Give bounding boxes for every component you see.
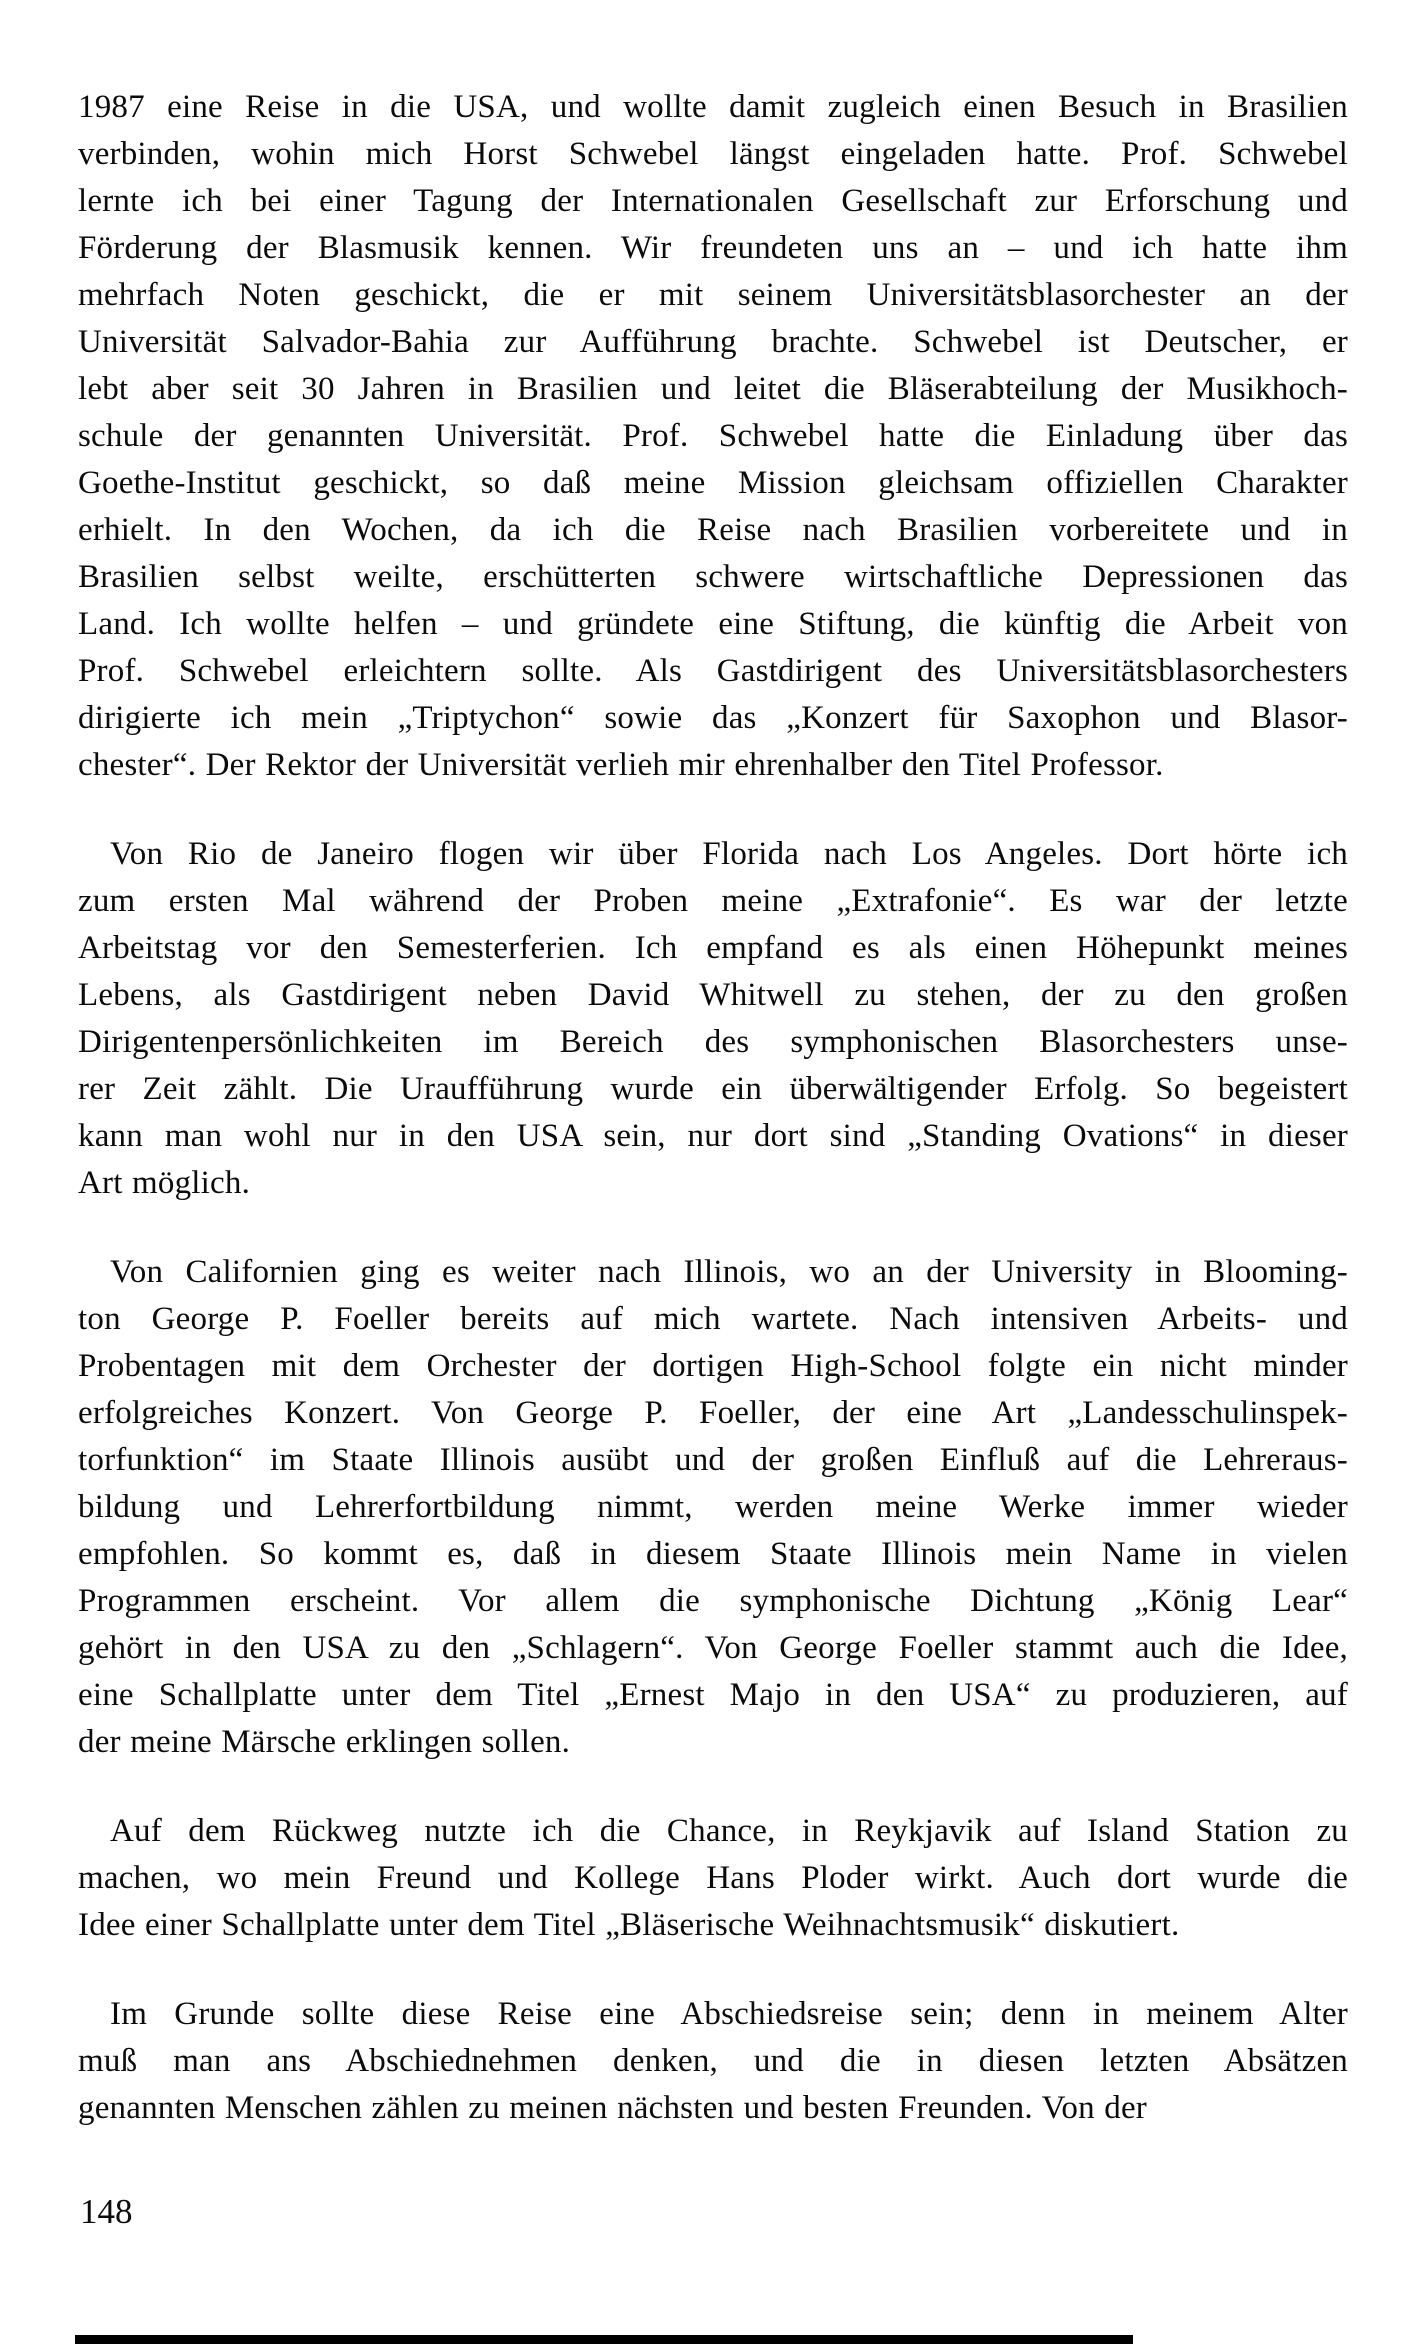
text-line: muß man ans Abschiednehmen denken, und die in diesen letzten Absätzen xyxy=(78,2043,1348,2079)
text-line: Idee einer Schallplatte unter dem Titel „Bläserische Weihnachtsmusik“ diskutiert. xyxy=(78,1907,1180,1943)
text-line: dirigierte ich mein „Triptychon“ sowie das „Konzert für Saxophon und Blasor- xyxy=(78,700,1348,736)
text-line: Universität Salvador-Bahia zur Aufführung brachte. Schwebel ist Deutscher, er xyxy=(78,324,1348,360)
page-edge-shadow xyxy=(75,2335,1133,2344)
text-line: Prof. Schwebel erleichtern sollte. Als Gastdirigent des Universitätsblasorchesters xyxy=(78,653,1348,689)
text-line: Auf dem Rückweg nutzte ich die Chance, in Reykjavik auf Island Station zu xyxy=(110,1813,1348,1849)
text-line: ton George P. Foeller bereits auf mich wartete. Nach intensiven Arbeits- und xyxy=(78,1301,1348,1337)
text-line: 1987 eine Reise in die USA, und wollte damit zugleich einen Besuch in Brasilien xyxy=(78,89,1348,125)
text-line: eine Schallplatte unter dem Titel „Ernest Majo in den USA“ zu produzieren, auf xyxy=(78,1677,1348,1713)
paragraph xyxy=(78,1991,1348,2132)
text-line: lebt aber seit 30 Jahren in Brasilien und leitet die Bläserabteilung der Musikhoch- xyxy=(78,371,1348,407)
text-line: erhielt. In den Wochen, da ich die Reise nach Brasilien vorbereitete und in xyxy=(78,512,1348,548)
text-line: torfunktion“ im Staate Illinois ausübt und der großen Einfluß auf die Lehreraus- xyxy=(78,1442,1348,1478)
text-line: gehört in den USA zu den „Schlagern“. Von George Foeller stammt auch die Idee, xyxy=(78,1630,1348,1666)
text-line: Im Grunde sollte diese Reise eine Abschiedsreise sein; denn in meinem Alter xyxy=(110,1996,1348,2032)
text-line: empfohlen. So kommt es, daß in diesem Staate Illinois mein Name in vielen xyxy=(78,1536,1348,1572)
text-block xyxy=(78,84,1348,2132)
text-line: chester“. Der Rektor der Universität verlieh mir ehrenhalber den Titel Professor. xyxy=(78,747,1164,783)
text-line: erfolgreiches Konzert. Von George P. Foeller, der eine Art „Landesschulinspek- xyxy=(78,1395,1348,1431)
text-line: Goethe-Institut geschickt, so daß meine Mission gleichsam offiziellen Charakter xyxy=(78,465,1348,501)
text-line: rer Zeit zählt. Die Uraufführung wurde ein überwältigender Erfolg. So begeistert xyxy=(78,1071,1348,1107)
paragraph xyxy=(78,831,1348,1207)
text-line: Probentagen mit dem Orchester der dortigen High-School folgte ein nicht minder xyxy=(78,1348,1348,1384)
text-line: Von Rio de Janeiro flogen wir über Florida nach Los Angeles. Dort hörte ich xyxy=(110,836,1348,872)
text-line: Programmen erscheint. Vor allem die symphonische Dichtung „König Lear“ xyxy=(78,1583,1348,1619)
text-line: Von Californien ging es weiter nach Illinois, wo an der University in Blooming- xyxy=(110,1254,1348,1290)
text-line: Dirigentenpersönlichkeiten im Bereich des symphonischen Blasorchesters unse- xyxy=(78,1024,1348,1060)
text-line: der meine Märsche erklingen sollen. xyxy=(78,1724,571,1760)
text-line: kann man wohl nur in den USA sein, nur dort sind „Standing Ovations“ in dieser xyxy=(78,1118,1348,1154)
text-line: zum ersten Mal während der Proben meine „Extrafonie“. Es war der letzte xyxy=(78,883,1348,919)
paragraph xyxy=(78,1808,1348,1949)
text-line: bildung und Lehrerfortbildung nimmt, werden meine Werke immer wieder xyxy=(78,1489,1348,1525)
paragraph xyxy=(78,84,1348,789)
text-line: genannten Menschen zählen zu meinen nächsten und besten Freunden. Von der xyxy=(78,2090,1147,2126)
text-line: machen, wo mein Freund und Kollege Hans Ploder wirkt. Auch dort wurde die xyxy=(78,1860,1348,1896)
text-line: lernte ich bei einer Tagung der Internationalen Gesellschaft zur Erforschung und xyxy=(78,183,1348,219)
text-line: Art möglich. xyxy=(78,1165,251,1201)
text-line: Arbeitstag vor den Semesterferien. Ich empfand es als einen Höhepunkt meines xyxy=(78,930,1348,966)
paragraph xyxy=(78,1249,1348,1766)
text-line: mehrfach Noten geschickt, die er mit seinem Universitätsblasorchester an der xyxy=(78,277,1348,313)
text-line: Land. Ich wollte helfen – und gründete eine Stiftung, die künftig die Arbeit von xyxy=(78,606,1348,642)
page-number: 148 xyxy=(80,2192,133,2231)
text-line: verbinden, wohin mich Horst Schwebel längst eingeladen hatte. Prof. Schwebel xyxy=(78,136,1348,172)
text-line: Brasilien selbst weilte, erschütterten schwere wirtschaftliche Depressionen das xyxy=(78,559,1348,595)
text-line: schule der genannten Universität. Prof. Schwebel hatte die Einladung über das xyxy=(78,418,1348,454)
text-line: Lebens, als Gastdirigent neben David Whitwell zu stehen, der zu den großen xyxy=(78,977,1348,1013)
text-line: Förderung der Blasmusik kennen. Wir freundeten uns an – und ich hatte ihm xyxy=(78,230,1348,266)
